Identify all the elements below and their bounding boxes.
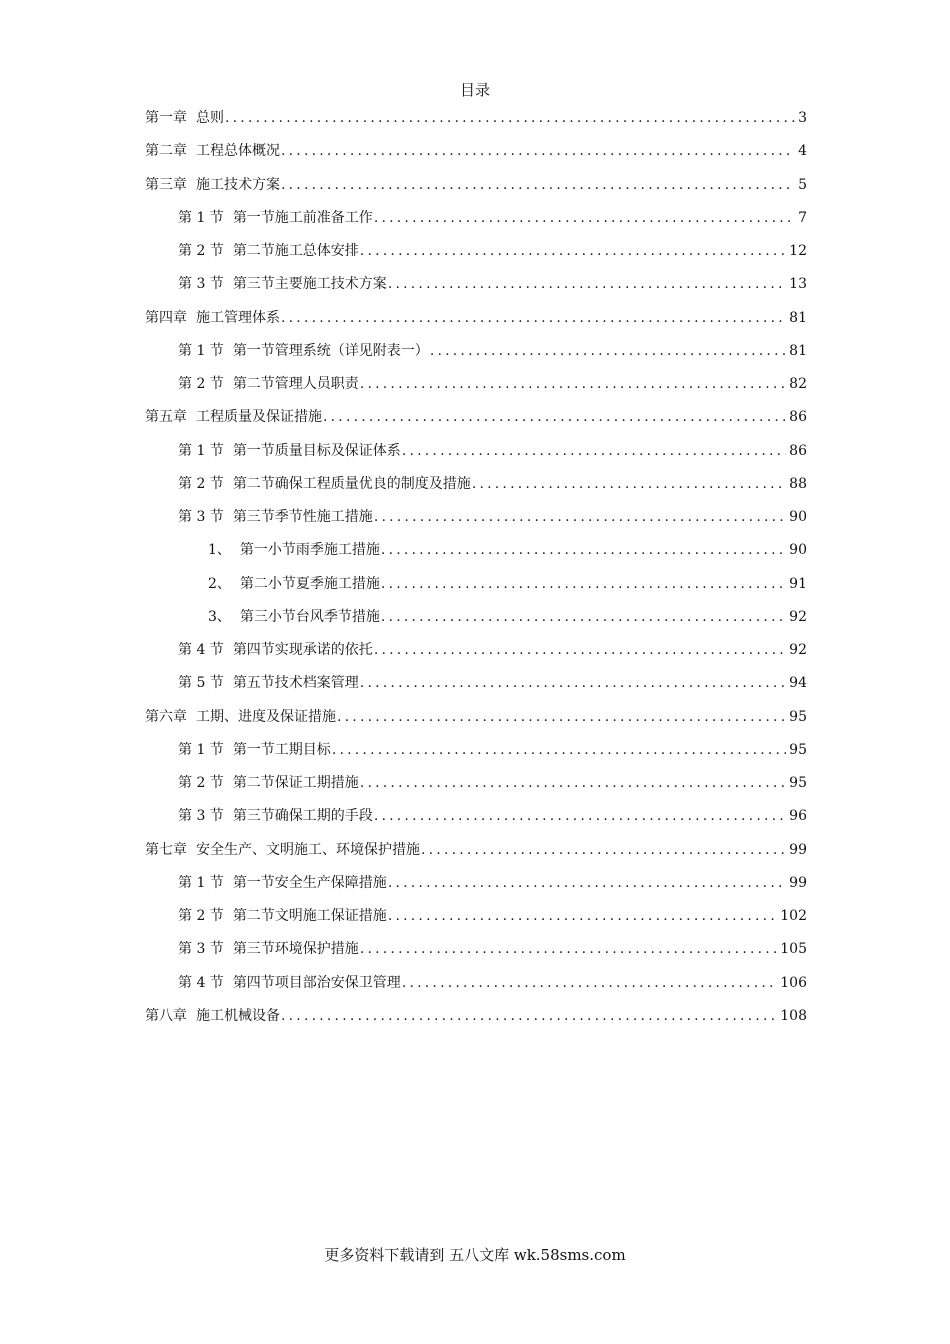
toc-entry-label — [178, 971, 401, 993]
toc-entry-title: 第一小节雨季施工措施 — [239, 542, 380, 559]
toc-entry-title: 第二小节夏季施工措施 — [239, 575, 380, 592]
toc-page-number: 91 — [789, 575, 807, 592]
toc-page-number: 4 — [798, 143, 807, 160]
toc-entry[interactable] — [145, 971, 807, 1004]
toc-entry[interactable] — [145, 472, 807, 505]
toc-dot-leader — [374, 638, 786, 660]
toc-entry[interactable] — [145, 605, 807, 638]
toc-entry-label — [178, 638, 373, 660]
toc-entry-number: 第 2 节 — [178, 475, 224, 492]
toc-entry-number: 第八章 — [145, 1007, 187, 1024]
toc-entry[interactable] — [145, 572, 807, 605]
toc-entry[interactable] — [145, 871, 807, 904]
toc-entry-title: 施工管理体系 — [196, 309, 280, 326]
toc-entry-number: 第一章 — [145, 110, 187, 126]
toc-page-number: 88 — [789, 475, 807, 492]
toc-page-number: 106 — [780, 974, 807, 991]
toc-page-number: 5 — [798, 176, 807, 193]
toc-dot-leader — [374, 206, 795, 228]
toc-entry-label — [145, 705, 336, 727]
toc-page-number: 108 — [780, 1007, 807, 1024]
toc-entry-title: 工程质量及保证措施 — [196, 409, 322, 426]
toc-dot-leader — [281, 306, 786, 328]
toc-entry-title: 第一节施工前准备工作 — [232, 209, 373, 226]
toc-entry-title: 第四节实现承诺的依托 — [232, 642, 373, 658]
toc-entry[interactable] — [145, 206, 807, 239]
toc-entry-number: 第四章 — [145, 309, 187, 326]
toc-entry-label — [145, 173, 280, 195]
toc-page-number: 92 — [789, 608, 807, 625]
toc-entry-label — [178, 505, 373, 527]
toc-entry-number: 第 1 节 — [178, 874, 224, 891]
toc-dot-leader — [381, 538, 786, 560]
toc-dot-leader — [225, 106, 795, 128]
toc-page-number: 99 — [789, 841, 807, 858]
toc-dot-leader — [281, 173, 795, 195]
toc-dot-leader — [337, 705, 786, 727]
toc-entry-number: 第二章 — [145, 143, 187, 160]
toc-entry-number: 第六章 — [145, 708, 187, 725]
toc-dot-leader — [381, 572, 786, 594]
toc-entry[interactable] — [145, 405, 807, 438]
toc-page-number: 96 — [789, 808, 807, 825]
toc-dot-leader — [402, 439, 786, 461]
toc-entry-title: 第一节管理系统（详见附表一） — [232, 342, 429, 359]
toc-entry-title: 第四节项目部治安保卫管理 — [232, 974, 401, 991]
footer-note: 更多资料下载请到 五八文库 wk.58sms.com — [324, 1246, 626, 1264]
toc-entry-number: 第 2 节 — [178, 376, 224, 392]
toc-page-number: 95 — [789, 741, 807, 758]
toc-page-number: 90 — [789, 542, 807, 559]
toc-entry-label — [208, 605, 380, 627]
toc-entry[interactable] — [145, 937, 807, 970]
toc-entry-label — [178, 738, 331, 760]
toc-entry-label — [178, 272, 387, 294]
toc-entry-label — [145, 106, 224, 128]
toc-entry[interactable] — [145, 372, 807, 405]
toc-page-number: 95 — [789, 708, 807, 725]
toc-page-number: 12 — [789, 243, 807, 259]
toc-entry[interactable] — [145, 538, 807, 571]
toc-entry-number: 第 2 节 — [178, 243, 224, 259]
toc-entry-label — [145, 306, 280, 328]
toc-entry[interactable] — [145, 306, 807, 339]
toc-entry-title: 第二节文明施工保证措施 — [232, 908, 387, 924]
toc-entry-label — [145, 139, 280, 161]
toc-page-number: 94 — [789, 675, 807, 692]
toc-dot-leader — [388, 904, 777, 926]
toc-entry-label — [178, 372, 359, 394]
toc-entry[interactable] — [145, 439, 807, 472]
toc-entry-title: 第三小节台风季节措施 — [239, 608, 380, 625]
toc-entry-label — [178, 671, 359, 693]
toc-entry-number: 第 3 节 — [178, 509, 224, 525]
toc-entry-number: 1、 — [208, 542, 231, 559]
toc-page-number: 86 — [789, 442, 807, 459]
toc-entry-label — [178, 804, 373, 826]
toc-entry[interactable] — [145, 1004, 807, 1037]
toc-entry-label — [178, 771, 359, 793]
toc-entry-number: 第 4 节 — [178, 974, 224, 991]
toc-entry-number: 3、 — [208, 608, 231, 625]
toc-entry-label — [208, 572, 380, 594]
toc-entry[interactable] — [145, 771, 807, 804]
toc-entry-number: 第 3 节 — [178, 808, 224, 825]
toc-dot-leader — [430, 339, 786, 361]
toc-entry-title: 第二节施工总体安排 — [232, 243, 359, 259]
toc-entry-title: 安全生产、文明施工、环境保护措施 — [196, 841, 420, 858]
toc-dot-leader — [281, 139, 795, 161]
toc-page-number: 92 — [789, 642, 807, 658]
toc-page-number: 81 — [789, 342, 807, 359]
toc-entry-number: 第 1 节 — [178, 442, 224, 459]
toc-entry-title: 工程总体概况 — [196, 143, 280, 160]
toc-entry-number: 2、 — [208, 575, 231, 592]
toc-dot-leader — [388, 871, 786, 893]
toc-entry-number: 第 3 节 — [178, 941, 224, 958]
toc-entry-label — [145, 838, 420, 860]
toc-entry-number: 第五章 — [145, 409, 187, 426]
toc-dot-leader — [360, 937, 777, 959]
toc-entry-title: 第一节工期目标 — [232, 741, 331, 758]
toc-dot-leader — [360, 671, 786, 693]
toc-dot-leader — [332, 738, 786, 760]
toc-page-number: 99 — [789, 874, 807, 891]
table-of-contents — [145, 106, 807, 1037]
toc-entry-title: 第二节管理人员职责 — [232, 376, 359, 392]
toc-dot-leader — [381, 605, 786, 627]
toc-dot-leader — [281, 1004, 777, 1026]
toc-entry-title: 第一节质量目标及保证体系 — [232, 442, 401, 459]
toc-entry-number: 第 5 节 — [178, 675, 224, 692]
toc-page-number: 105 — [780, 941, 807, 958]
toc-page-number: 81 — [789, 309, 807, 326]
toc-entry-number: 第 2 节 — [178, 775, 224, 791]
toc-entry-label — [178, 239, 359, 261]
toc-entry-label — [178, 904, 387, 926]
toc-entry-number: 第七章 — [145, 841, 187, 858]
toc-entry-label — [208, 538, 380, 560]
toc-entry-title: 第一节安全生产保障措施 — [232, 874, 387, 891]
toc-entry-title: 总则 — [196, 110, 224, 126]
toc-page-number: 95 — [789, 775, 807, 791]
toc-page-number: 82 — [789, 376, 807, 392]
toc-page-number: 13 — [789, 276, 807, 293]
toc-entry[interactable] — [145, 106, 807, 139]
toc-dot-leader — [360, 239, 786, 261]
toc-entry-label — [145, 1004, 280, 1026]
toc-dot-leader — [374, 505, 786, 527]
toc-dot-leader — [360, 372, 786, 394]
toc-dot-leader — [402, 971, 777, 993]
toc-entry-title: 第三节主要施工技术方案 — [232, 276, 387, 293]
toc-page-number: 3 — [798, 110, 807, 126]
toc-entry-label — [178, 472, 471, 494]
toc-dot-leader — [323, 405, 786, 427]
toc-entry[interactable] — [145, 339, 807, 372]
toc-dot-leader — [421, 838, 786, 860]
toc-entry-number: 第三章 — [145, 176, 187, 193]
toc-entry[interactable] — [145, 705, 807, 738]
toc-entry-title: 第五节技术档案管理 — [232, 675, 359, 692]
toc-page-number: 90 — [789, 509, 807, 525]
toc-entry-title: 施工技术方案 — [196, 176, 280, 193]
toc-page-number: 86 — [789, 409, 807, 426]
toc-entry-label — [178, 206, 373, 228]
toc-entry-title: 第三节季节性施工措施 — [232, 509, 373, 525]
toc-dot-leader — [374, 804, 786, 826]
toc-entry-label — [145, 405, 322, 427]
toc-entry-label — [178, 871, 387, 893]
toc-entry-number: 第 3 节 — [178, 276, 224, 293]
toc-entry-number: 第 2 节 — [178, 908, 224, 924]
toc-entry-number: 第 1 节 — [178, 342, 224, 359]
toc-entry[interactable] — [145, 239, 807, 272]
toc-entry[interactable] — [145, 505, 807, 538]
toc-dot-leader — [472, 472, 786, 494]
toc-entry[interactable] — [145, 638, 807, 671]
toc-entry-title: 第三节环境保护措施 — [232, 941, 359, 958]
toc-page-number: 7 — [798, 209, 807, 226]
toc-entry-title: 施工机械设备 — [196, 1007, 280, 1024]
toc-dot-leader — [360, 771, 786, 793]
toc-entry-number: 第 1 节 — [178, 209, 224, 226]
toc-page-number: 102 — [780, 908, 807, 924]
toc-entry-number: 第 4 节 — [178, 642, 224, 658]
toc-entry[interactable] — [145, 838, 807, 871]
toc-entry-title: 第三节确保工期的手段 — [232, 808, 373, 825]
toc-entry-number: 第 1 节 — [178, 741, 224, 758]
toc-entry-label — [178, 339, 429, 361]
toc-entry[interactable] — [145, 738, 807, 771]
toc-dot-leader — [388, 272, 786, 294]
toc-entry[interactable] — [145, 139, 807, 172]
toc-entry-title: 工期、进度及保证措施 — [196, 708, 336, 725]
toc-entry[interactable] — [145, 804, 807, 837]
toc-entry[interactable] — [145, 904, 807, 937]
page-title: 目录 — [459, 81, 490, 99]
toc-entry[interactable] — [145, 272, 807, 305]
toc-entry-title: 第二节确保工程质量优良的制度及措施 — [232, 475, 471, 492]
toc-entry-label — [178, 937, 359, 959]
toc-entry-label — [178, 439, 401, 461]
toc-entry[interactable] — [145, 671, 807, 704]
toc-entry-title: 第二节保证工期措施 — [232, 775, 359, 791]
toc-entry[interactable] — [145, 173, 807, 206]
